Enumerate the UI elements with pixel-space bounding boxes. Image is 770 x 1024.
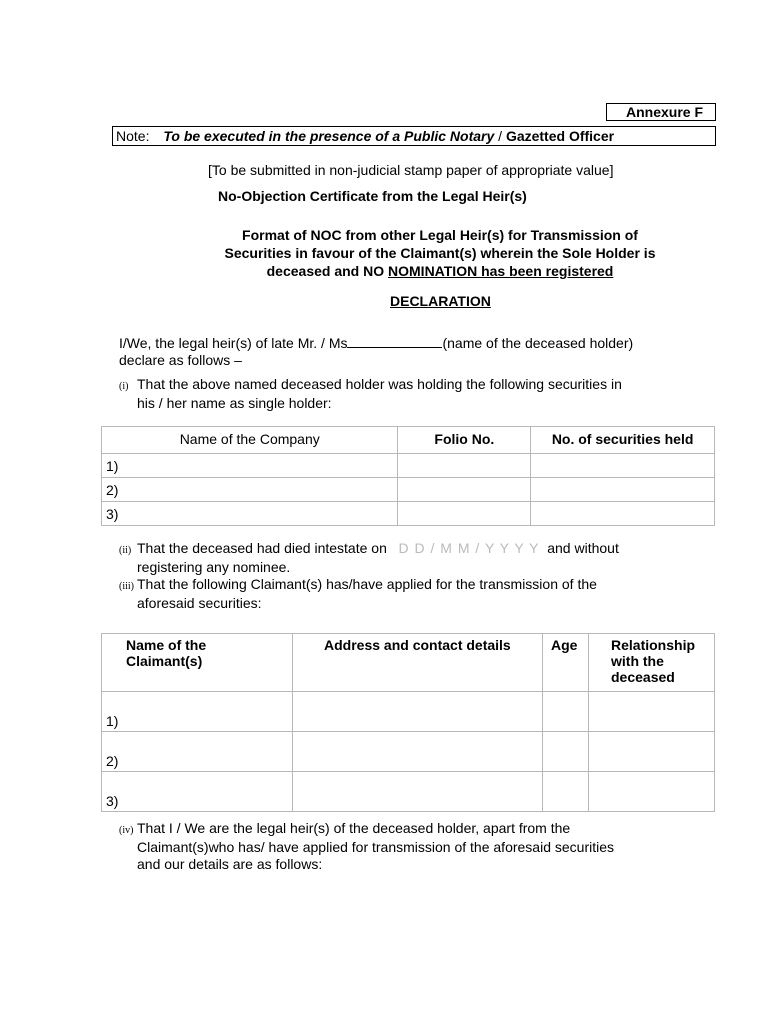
item-ii bbox=[119, 540, 685, 576]
row-number: 2) bbox=[102, 478, 398, 502]
row-number: 3) bbox=[102, 502, 398, 526]
format-title-line1: Format of NOC from other Legal Heir(s) for Transmission of bbox=[242, 227, 638, 243]
item-ii-text2: registering any nominee. bbox=[137, 559, 291, 575]
item-i bbox=[119, 376, 685, 412]
header-securities: No. of securities held bbox=[531, 427, 715, 454]
securities-table bbox=[101, 426, 715, 526]
item-ii-number: (ii) bbox=[119, 545, 132, 556]
intro-name-hint: (name of the deceased holder) bbox=[442, 335, 634, 351]
stamp-paper-note: [To be submitted in non-judicial stamp paper of appropriate value] bbox=[208, 162, 614, 178]
table-row bbox=[102, 454, 715, 478]
age-cell[interactable] bbox=[543, 772, 589, 812]
format-title-line2: Securities in favour of the Claimant(s) wherein the Sole Holder is bbox=[224, 245, 656, 261]
deceased-name-blank[interactable] bbox=[347, 333, 442, 348]
header-claimant-name: Name of the Claimant(s) bbox=[102, 634, 293, 692]
age-cell[interactable] bbox=[543, 732, 589, 772]
age-cell[interactable] bbox=[543, 692, 589, 732]
item-ii-text: That the deceased had died intestate on bbox=[137, 540, 387, 556]
item-iv-number: (iv) bbox=[119, 825, 134, 836]
item-iii-text: That the following Claimant(s) has/have applied for the transmission of the bbox=[137, 576, 597, 592]
header-company: Name of the Company bbox=[102, 427, 398, 454]
table-row bbox=[102, 772, 715, 812]
note-notary-text: To be executed in the presence of a Public Notary bbox=[163, 128, 495, 144]
table-row bbox=[102, 502, 715, 526]
securities-cell[interactable] bbox=[531, 478, 715, 502]
header-folio: Folio No. bbox=[398, 427, 531, 454]
address-cell[interactable] bbox=[292, 692, 542, 732]
noc-title: No-Objection Certificate from the Legal Heir(s) bbox=[218, 188, 527, 204]
item-iv bbox=[119, 820, 685, 873]
securities-cell[interactable] bbox=[531, 502, 715, 526]
row-number: 1) bbox=[102, 692, 293, 732]
format-title bbox=[150, 226, 730, 280]
folio-cell[interactable] bbox=[398, 502, 531, 526]
intro-text: I/We, the legal heir(s) of late Mr. / Ms bbox=[119, 335, 348, 351]
relationship-cell[interactable] bbox=[589, 732, 715, 772]
header-age: Age bbox=[543, 634, 589, 692]
row-number: 1) bbox=[102, 454, 398, 478]
item-iv-text3: and our details are as follows: bbox=[137, 856, 323, 872]
annexure-label: Annexure F bbox=[606, 103, 716, 121]
relationship-cell[interactable] bbox=[589, 692, 715, 732]
table-row bbox=[102, 478, 715, 502]
relationship-cell[interactable] bbox=[589, 772, 715, 812]
item-i-number: (i) bbox=[119, 381, 129, 392]
row-number: 3) bbox=[102, 772, 293, 812]
folio-cell[interactable] bbox=[398, 454, 531, 478]
item-i-text2: his / her name as single holder: bbox=[137, 395, 332, 411]
note-label: Note: bbox=[116, 128, 150, 144]
item-iii bbox=[119, 576, 685, 612]
death-date-field[interactable]: D D / M M / Y Y Y Y bbox=[398, 540, 540, 556]
address-cell[interactable] bbox=[292, 732, 542, 772]
format-title-line3: deceased and NO bbox=[266, 263, 389, 279]
header-relationship: Relationship with the deceased bbox=[589, 634, 715, 692]
address-cell[interactable] bbox=[292, 772, 542, 812]
note-slash: / bbox=[494, 128, 506, 144]
row-number: 2) bbox=[102, 732, 293, 772]
item-iii-number: (iii) bbox=[119, 581, 134, 592]
securities-cell[interactable] bbox=[531, 454, 715, 478]
intro-paragraph bbox=[119, 333, 699, 369]
item-ii-post: and without bbox=[547, 540, 619, 556]
item-iv-text2: Claimant(s)who has/ have applied for transmission of the aforesaid securities bbox=[137, 839, 615, 855]
item-iii-text2: aforesaid securities: bbox=[137, 595, 262, 611]
note-box bbox=[112, 126, 716, 146]
format-title-underlined: NOMINATION has been registered bbox=[388, 263, 614, 279]
table-row bbox=[102, 692, 715, 732]
folio-cell[interactable] bbox=[398, 478, 531, 502]
table-row bbox=[102, 732, 715, 772]
header-address: Address and contact details bbox=[292, 634, 542, 692]
intro-line2: declare as follows – bbox=[119, 352, 242, 368]
claimants-table bbox=[101, 633, 715, 812]
item-iv-text: That I / We are the legal heir(s) of the deceased holder, apart from the bbox=[137, 820, 571, 836]
note-officer-text: Gazetted Officer bbox=[505, 128, 615, 144]
item-i-text: That the above named deceased holder was holding the following securities in bbox=[137, 376, 622, 392]
declaration-heading: DECLARATION bbox=[390, 293, 491, 309]
